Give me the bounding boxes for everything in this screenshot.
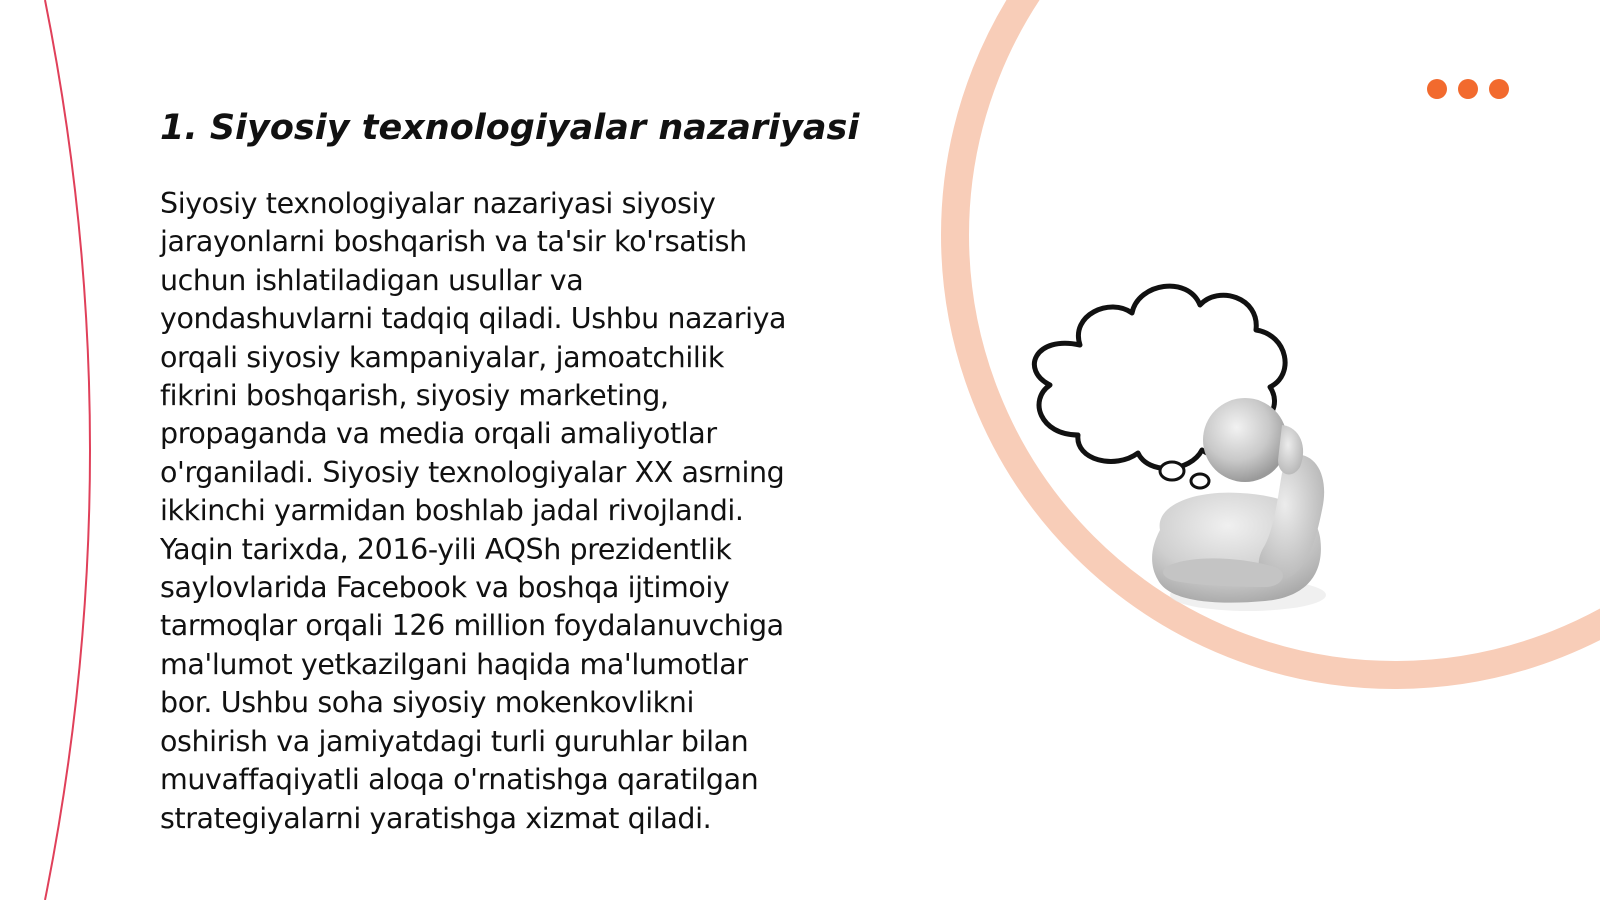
dot-3 bbox=[1489, 79, 1509, 99]
dots-menu-icon bbox=[1427, 79, 1509, 99]
slide-title: 1. Siyosiy texnologiyalar nazariyasi bbox=[160, 108, 860, 148]
left-accent-curve bbox=[45, 0, 90, 900]
slide-body-text: Siyosiy texnologiyalar nazariyasi siyosiy jarayonlarni boshqarish va ta'sir ko'rsatish uchun ishlatiladigan usullar va yondashuvlarni tadqiq qiladi. Ushbu nazariya orqali siyosiy kampaniyalar, jamoatchilik fikrini boshqarish, siyosiy marketing, propaganda va media orqali amaliyotlar o'rganiladi. Siyosiy texnologiyalar XX asrning ikkinchi yarmidan boshlab jadal rivojlandi. Yaqin tarixda, 2016-yili AQSh prezidentlik saylovlarida Facebook va boshqa ijtimoiy tarmoqlar orqali 126 million foydalanuvchiga ma'lumot yetkazilgani haqida ma'lumotlar bor. Ushbu soha siyosiy mokenkovlikni oshirish va jamiyatdagi turli guruhlar bilan muvaffaqiyatli aloqa o'rnatishga qaratilgan strategiyalarni yaratishga xizmat qiladi. bbox=[160, 187, 787, 835]
dot-2 bbox=[1458, 79, 1478, 99]
dot-1 bbox=[1427, 79, 1447, 99]
thinking-person-with-thought-bubble-icon bbox=[1020, 275, 1350, 620]
